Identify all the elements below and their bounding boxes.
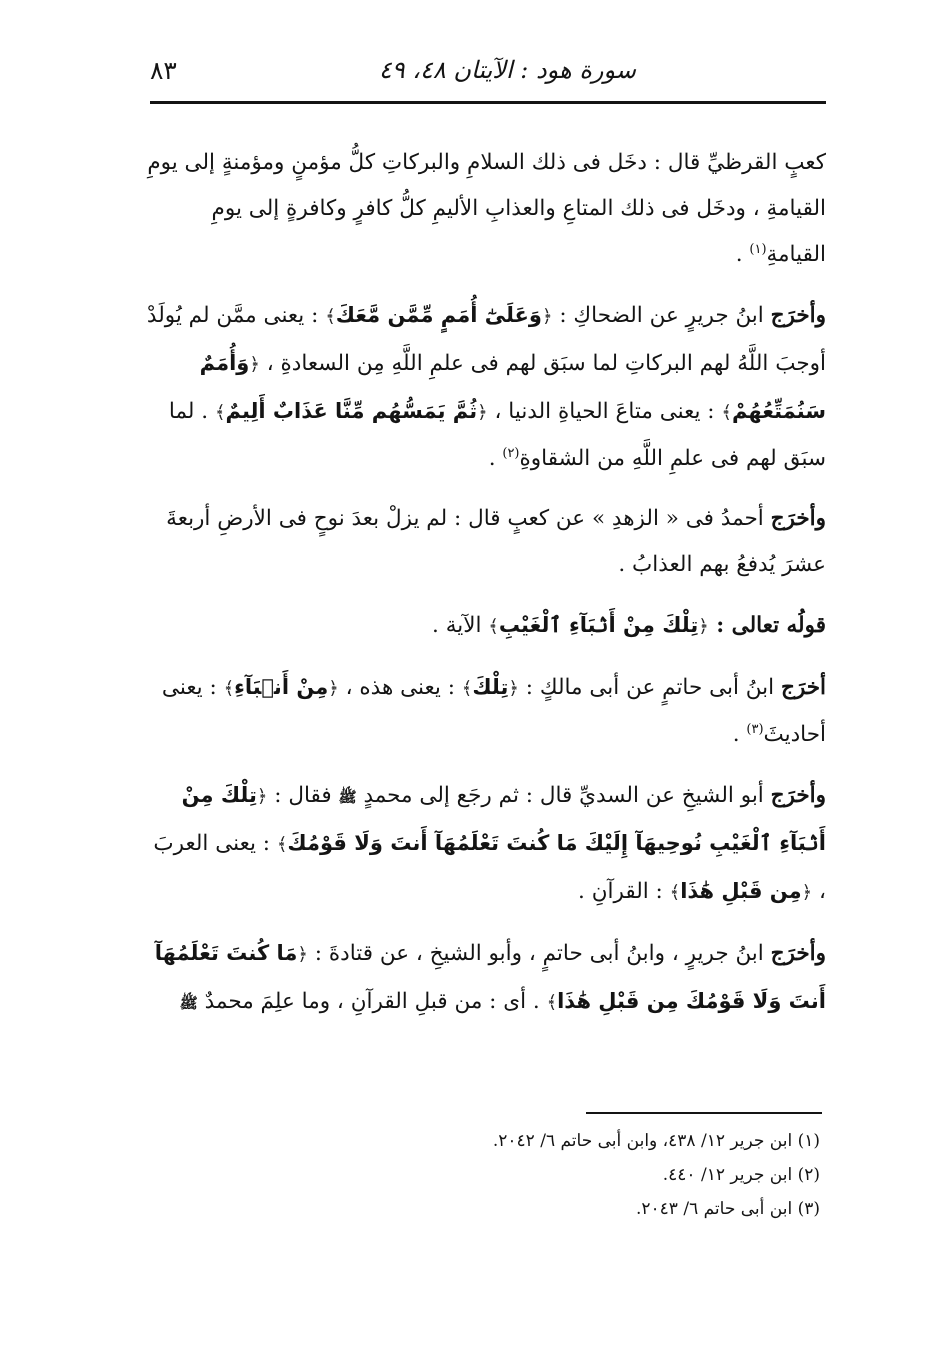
paragraph-3	[140, 496, 826, 588]
quran-quote: مِن قَبْلِ هَٰذَا	[680, 879, 802, 903]
ornate-bracket-open: ﴿	[541, 306, 553, 327]
paragraph-text: كعبٍ القرظيِّ قال : دخَل فى ذلك السلامِ والبركاتِ كلُّ مؤمنٍ ومؤمنةٍ إلى يومِ القيامةِ ، ودخَل فى ذلك المتاعِ والعذابِ الأليمِ كلُّ كافرٍ وكافرةٍ إلى يومِ القيامةِ	[147, 150, 826, 267]
ornate-bracket-close: ﴾	[669, 882, 681, 903]
page-number: ٨٣	[150, 56, 177, 85]
footnote-ref-3: (٣)	[746, 721, 764, 737]
paragraph-text: . لما سبَق لهم فى علمِ اللَّهِ من الشقاوةِ	[168, 399, 826, 471]
footnote-2: (٢) ابن جرير ١٢/ ٤٤٠.	[662, 1165, 820, 1185]
salawat-glyph: ﷺ	[179, 994, 198, 1012]
running-title: سورة هود : الآيتان ٤٨، ٤٩	[378, 56, 636, 84]
ornate-bracket-open: ﴿	[297, 944, 308, 965]
ornate-bracket-open: ﴿	[328, 678, 339, 699]
narration-lead: وأخرَج	[770, 941, 826, 966]
footnote-ref-1: (١)	[749, 241, 767, 257]
salawat-glyph: ﷺ	[338, 788, 357, 806]
paragraph-2	[140, 292, 826, 482]
paragraph-end: .	[488, 446, 503, 471]
paragraph-text: : القرآنِ .	[578, 879, 670, 904]
narration-lead: وأخرَج	[770, 303, 826, 328]
ornate-bracket-close: ﴾	[461, 678, 473, 699]
paragraph-end: .	[732, 722, 747, 747]
quran-quote: ثُمَّ يَمَسُّهُم مِّنَّا عَذَابٌ أَلِيمٌ	[225, 399, 478, 423]
paragraph-text: : يعنى متاعَ الحياةِ الدنيا ،	[487, 399, 722, 424]
paragraph-text: : يعنى أحاديثَ	[161, 675, 826, 747]
ornate-bracket-close: ﴾	[721, 402, 732, 423]
paragraph-text: أحمدُ فى « الزهدِ » عن كعبٍ قال : لم يزلْ بعدَ نوحٍ فى الأرضِ أربعةَ عشرَ يُدفعُ بهم العذابُ .	[166, 506, 826, 577]
quran-quote: تِلْكَ مِنْ أَنۢبَآءِ ٱلْغَيْبِ نُوحِيهَآ إِلَيْكَ مَا كُنتَ تَعْلَمُهَآ أَنتَ وَلَا قَوْمُكَ	[181, 783, 826, 855]
paragraph-text: : يعنى ممَّن لم يُولَدْ أوجبَ اللَّهُ لهم البركاتِ لما سبَق لهم فى علمِ اللَّهِ مِن السعادةِ ،	[146, 303, 826, 376]
ornate-bracket-close: ﴾	[223, 678, 235, 699]
footnote-3: (٣) ابن أبى حاتم ٦/ ٢٠٤٣.	[635, 1199, 820, 1219]
paragraph-text: ابنُ جريرٍ عن الضحاكِ :	[552, 303, 771, 328]
quran-quote: مَا كُنتَ تَعْلَمُهَآ أَنتَ وَلَا قَوْمُكَ مِن قَبْلِ هَٰذَا	[154, 941, 826, 1013]
paragraph-text: . أى : من قبلِ القرآنِ ، وما علِمَ محمدٌ	[197, 989, 547, 1014]
footnote-1: (١) ابن جرير ١٢/ ٤٣٨، وابن أبى حاتم ٦/ ٢٠٤٢.	[492, 1131, 820, 1151]
ornate-bracket-open: ﴿	[249, 354, 260, 375]
narration-lead: أخرَج	[780, 675, 826, 700]
paragraph-end: .	[735, 242, 750, 267]
quran-quote: مِنْ أَنۢبَآءِ	[234, 675, 329, 699]
paragraph-text: ابنُ أبى حاتمٍ عن أبى مالكٍ :	[518, 675, 781, 700]
narration-lead: وأخرَج	[770, 506, 826, 531]
ornate-bracket-open: ﴿	[477, 402, 488, 423]
ornate-bracket-close: ﴾	[276, 834, 288, 855]
paragraph-4	[140, 602, 826, 650]
paragraph-text: : يعنى هذه ،	[338, 675, 462, 700]
main-text	[140, 140, 826, 1040]
ornate-bracket-open: ﴿	[801, 882, 813, 903]
paragraph-text: ابنُ جريرٍ ، وابنُ أبى حاتمٍ ، وأبو الشيخِ ، عن قتادةَ :	[307, 941, 771, 966]
ornate-bracket-close: ﴾	[488, 616, 499, 637]
page-header	[150, 52, 826, 96]
narration-lead: وأخرَج	[770, 783, 826, 808]
ornate-bracket-close: ﴾	[214, 402, 226, 423]
paragraph-text: : يعنى العربَ ،	[153, 831, 826, 904]
paragraph-7	[140, 930, 826, 1026]
verse-heading-lead: قولُه تعالى :	[708, 613, 826, 638]
ornate-bracket-open: ﴿	[256, 786, 268, 807]
ornate-bracket-open: ﴿	[698, 616, 709, 637]
quran-quote: وَأُمَمٌ سَنُمَتِّعُهُمْ	[199, 351, 826, 423]
paragraph-5	[140, 664, 826, 758]
footnotes	[380, 1124, 820, 1226]
paragraph-text: الآية .	[432, 613, 489, 638]
ornate-bracket-open: ﴿	[508, 678, 519, 699]
paragraph-6	[140, 772, 826, 916]
paragraph-text: فقال :	[267, 783, 339, 808]
paragraph-text: أبو الشيخِ عن السديِّ قال : ثم رجَع إلى محمدٍ	[356, 783, 771, 808]
quran-quote: تِلْكَ مِنْ أَنۢبَآءِ ٱلْغَيْبِ	[498, 613, 699, 637]
quran-quote: تِلْكَ	[472, 675, 509, 699]
ornate-bracket-close: ﴾	[325, 306, 336, 327]
footnote-ref-2: (٢)	[502, 445, 520, 461]
footnote-rule	[586, 1112, 822, 1114]
quran-quote: وَعَلَىٰٓ أُمَمٍ مِّمَّن مَّعَكَ	[335, 303, 542, 327]
header-rule	[150, 101, 826, 104]
paragraph-1	[140, 140, 826, 278]
ornate-bracket-close: ﴾	[546, 992, 558, 1013]
